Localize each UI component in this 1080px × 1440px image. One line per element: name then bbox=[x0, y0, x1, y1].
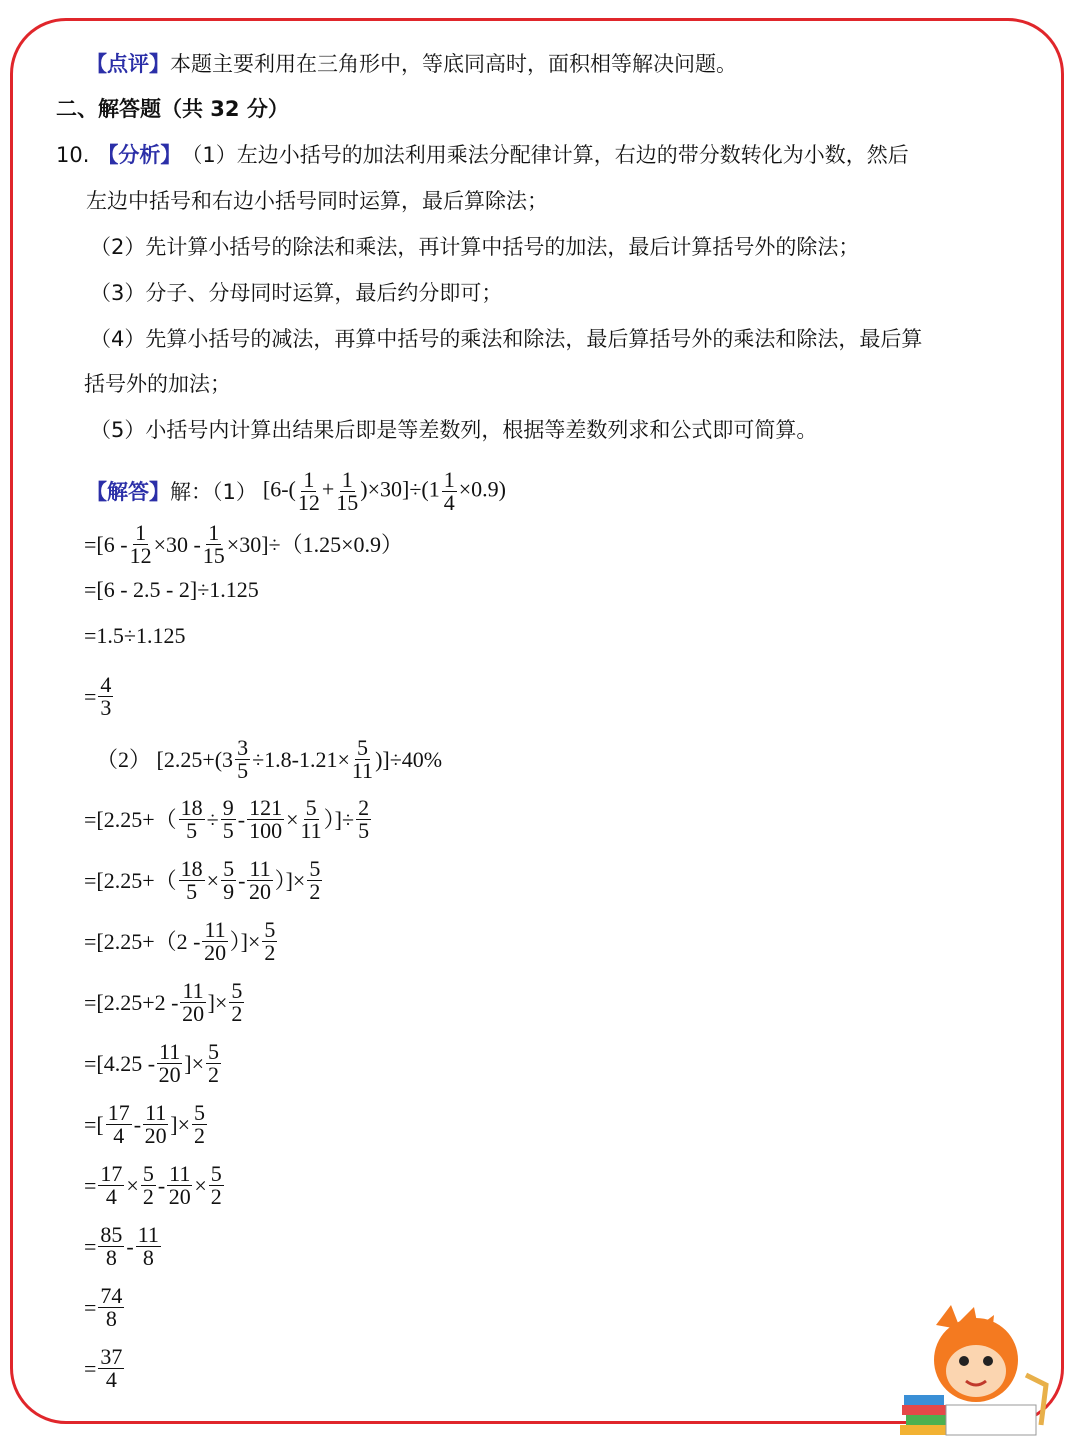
math-line bbox=[84, 621, 185, 651]
denominator: 100 bbox=[249, 818, 283, 843]
math-text: )×30]÷(1 bbox=[360, 476, 440, 502]
math-line bbox=[84, 797, 373, 842]
numerator: 37 bbox=[100, 1344, 123, 1369]
math-text: × bbox=[194, 1172, 207, 1198]
denominator: 2 bbox=[142, 1184, 154, 1209]
analysis-line-7: （5）小括号内计算出结果后即是等差数列，根据等差数列求和公式即可简算。 bbox=[90, 418, 818, 442]
denominator: 3 bbox=[100, 695, 112, 720]
denominator: 15 bbox=[202, 543, 225, 568]
math-text: ]× bbox=[184, 1050, 204, 1076]
fraction bbox=[136, 1224, 161, 1269]
fraction bbox=[307, 858, 322, 903]
denominator: 9 bbox=[223, 879, 235, 904]
numerator: 11 bbox=[169, 1161, 191, 1186]
numerator: 1 bbox=[341, 467, 353, 492]
denominator: 12 bbox=[297, 490, 320, 515]
numerator: 11 bbox=[182, 978, 204, 1003]
fraction bbox=[262, 919, 277, 964]
numerator: 17 bbox=[107, 1100, 130, 1125]
denominator: 2 bbox=[309, 879, 321, 904]
numerator: 1 bbox=[135, 520, 147, 545]
math-text: ×0.9) bbox=[458, 476, 506, 502]
numerator: 2 bbox=[358, 795, 370, 820]
numerator: 17 bbox=[100, 1161, 123, 1186]
numerator: 3 bbox=[237, 735, 249, 760]
math-text: + bbox=[321, 476, 335, 502]
math-text: =[2.25+（ bbox=[84, 806, 177, 832]
question-number: 10. bbox=[56, 143, 90, 167]
denominator: 2 bbox=[264, 940, 276, 965]
math-text: = bbox=[84, 1355, 97, 1381]
math-text: =[2.25+（ bbox=[84, 867, 177, 893]
denominator: 20 bbox=[158, 1062, 181, 1087]
math-line bbox=[84, 1224, 163, 1269]
math-text: × bbox=[206, 867, 220, 893]
numerator: 5 bbox=[309, 856, 321, 881]
math-text: ÷ bbox=[206, 806, 219, 832]
math-line bbox=[84, 1041, 223, 1086]
denominator: 5 bbox=[222, 818, 234, 843]
denominator: 5 bbox=[186, 818, 198, 843]
analysis-tag: 【分析】 bbox=[97, 143, 182, 167]
math-line bbox=[84, 674, 115, 719]
fraction bbox=[247, 797, 284, 842]
analysis-text: （1）左边小括号的加法利用乘法分配律计算，右边的带分数转化为小数，然后 bbox=[181, 143, 909, 167]
math-line bbox=[84, 1163, 226, 1208]
comment-text: 本题主要利用在三角形中，等底同高时，面积相等解决问题。 bbox=[170, 52, 737, 76]
math-text: = bbox=[84, 1172, 97, 1198]
math-text: ×30 - bbox=[153, 531, 201, 557]
section-heading: 二、解答题（共 32 分） bbox=[56, 97, 289, 121]
numerator: 1 bbox=[303, 467, 315, 492]
fraction bbox=[130, 522, 152, 567]
denominator: 5 bbox=[358, 818, 370, 843]
fraction bbox=[179, 797, 205, 842]
fraction bbox=[356, 797, 371, 842]
fraction bbox=[202, 919, 227, 964]
denominator: 4 bbox=[443, 490, 455, 515]
fraction bbox=[221, 858, 236, 903]
answer-tag: 【解答】 bbox=[86, 479, 170, 504]
fraction bbox=[179, 858, 205, 903]
fraction bbox=[209, 1163, 224, 1208]
denominator: 4 bbox=[105, 1184, 117, 1209]
fraction bbox=[336, 469, 358, 514]
numerator: 11 bbox=[145, 1100, 167, 1125]
fraction bbox=[98, 1163, 124, 1208]
numerator: 1 bbox=[208, 520, 220, 545]
page-border bbox=[10, 18, 1064, 1424]
numerator: 5 bbox=[142, 1161, 154, 1186]
numerator: 11 bbox=[204, 917, 226, 942]
denominator: 20 bbox=[182, 1001, 205, 1026]
math-line bbox=[263, 469, 506, 514]
analysis-line-5: （4）先算小括号的减法，再算中括号的乘法和除法，最后算括号外的乘法和除法，最后算 bbox=[90, 327, 923, 351]
analysis-line-4: （3）分子、分母同时运算，最后约分即可； bbox=[90, 281, 503, 305]
math-text: =[2.25+2 - bbox=[84, 989, 179, 1015]
denominator: 4 bbox=[105, 1367, 117, 1392]
numerator: 121 bbox=[249, 795, 283, 820]
denominator: 11 bbox=[300, 818, 322, 843]
math-text: - bbox=[157, 1172, 166, 1198]
math-text: [6-( bbox=[262, 476, 296, 502]
denominator: 5 bbox=[186, 879, 198, 904]
numerator: 85 bbox=[100, 1222, 123, 1247]
denominator: 8 bbox=[105, 1306, 117, 1331]
fraction bbox=[180, 980, 205, 1025]
fraction bbox=[98, 1346, 124, 1391]
denominator: 5 bbox=[237, 758, 249, 783]
fraction bbox=[98, 1224, 124, 1269]
math-text: =1.5÷1.125 bbox=[84, 623, 186, 648]
fraction bbox=[98, 674, 113, 719]
math-text: - bbox=[238, 867, 246, 893]
denominator: 4 bbox=[113, 1123, 125, 1148]
numerator: 5 bbox=[193, 1100, 205, 1125]
numerator: 5 bbox=[264, 917, 276, 942]
denominator: 11 bbox=[351, 758, 374, 783]
math-text: ）]× bbox=[274, 867, 306, 893]
numerator: 4 bbox=[100, 672, 112, 697]
fraction bbox=[141, 1163, 156, 1208]
math-line bbox=[84, 1102, 209, 1147]
numerator: 18 bbox=[180, 856, 203, 881]
answer-header bbox=[86, 469, 506, 514]
numerator: 11 bbox=[249, 856, 271, 881]
math-text: （2） [2.25+(3 bbox=[96, 746, 234, 772]
math-text: - bbox=[237, 806, 246, 832]
denominator: 8 bbox=[142, 1245, 154, 1270]
math-line bbox=[96, 737, 442, 782]
math-text: =[4.25 - bbox=[84, 1050, 156, 1076]
numerator: 5 bbox=[210, 1161, 222, 1186]
numerator: 9 bbox=[222, 795, 234, 820]
numerator: 1 bbox=[443, 467, 455, 492]
fraction bbox=[229, 980, 244, 1025]
fraction bbox=[157, 1041, 182, 1086]
fraction bbox=[221, 797, 236, 842]
math-text: =[6 - 2.5 - 2]÷1.125 bbox=[84, 577, 259, 602]
fraction bbox=[167, 1163, 192, 1208]
denominator: 2 bbox=[193, 1123, 205, 1148]
math-text: - bbox=[126, 1233, 134, 1259]
fraction bbox=[203, 522, 225, 567]
numerator: 5 bbox=[356, 735, 368, 760]
math-text: ）]× bbox=[229, 928, 261, 954]
math-line bbox=[84, 1346, 126, 1391]
math-text: =[6 - bbox=[84, 531, 128, 557]
comment-line bbox=[86, 49, 737, 79]
math-line bbox=[84, 858, 324, 903]
fraction bbox=[442, 469, 457, 514]
denominator: 20 bbox=[144, 1123, 167, 1148]
math-line bbox=[84, 522, 403, 567]
numerator: 11 bbox=[137, 1222, 159, 1247]
math-text: =[2.25+（2 - bbox=[84, 928, 201, 954]
numerator: 5 bbox=[223, 856, 235, 881]
math-text: = bbox=[84, 1294, 97, 1320]
denominator: 15 bbox=[336, 490, 359, 515]
math-text: - bbox=[133, 1111, 142, 1137]
analysis-line-1 bbox=[56, 140, 909, 170]
fraction bbox=[300, 797, 321, 842]
math-text: =[ bbox=[84, 1111, 104, 1137]
math-text: ×30]÷（1.25×0.9） bbox=[226, 531, 404, 557]
fraction bbox=[298, 469, 320, 514]
denominator: 2 bbox=[207, 1062, 219, 1087]
numerator: 74 bbox=[100, 1283, 123, 1308]
analysis-line-2: 左边中括号和右边小括号同时运算，最后算除法； bbox=[86, 189, 548, 213]
monkey-mascot-icon bbox=[896, 1305, 1066, 1440]
numerator: 18 bbox=[180, 795, 203, 820]
fraction bbox=[143, 1102, 168, 1147]
analysis-line-6: 括号外的加法； bbox=[84, 372, 231, 396]
fraction bbox=[106, 1102, 132, 1147]
math-text: × bbox=[286, 806, 299, 832]
denominator: 12 bbox=[129, 543, 152, 568]
numerator: 11 bbox=[159, 1039, 181, 1064]
denominator: 20 bbox=[249, 879, 271, 904]
math-text: = bbox=[84, 1233, 97, 1259]
math-text: ÷1.8-1.21× bbox=[252, 746, 350, 772]
denominator: 20 bbox=[168, 1184, 191, 1209]
math-line bbox=[84, 575, 259, 605]
fraction bbox=[206, 1041, 221, 1086]
fraction bbox=[235, 737, 250, 782]
math-text: ]× bbox=[207, 989, 228, 1015]
fraction bbox=[247, 858, 272, 903]
analysis-line-3: （2）先计算小括号的除法和乘法，再计算中括号的加法，最后计算括号外的除法； bbox=[90, 235, 860, 259]
answer-prefix: 解：（1） bbox=[170, 479, 257, 504]
comment-tag: 【点评】 bbox=[86, 52, 170, 76]
denominator: 2 bbox=[210, 1184, 222, 1209]
denominator: 8 bbox=[105, 1245, 117, 1270]
math-line bbox=[84, 1285, 126, 1330]
fraction bbox=[192, 1102, 207, 1147]
fraction bbox=[352, 737, 373, 782]
denominator: 20 bbox=[204, 940, 227, 965]
fraction bbox=[98, 1285, 124, 1330]
math-text: ]× bbox=[170, 1111, 190, 1137]
math-text: )]÷40% bbox=[375, 746, 443, 772]
math-text: × bbox=[126, 1172, 139, 1198]
numerator: 5 bbox=[305, 795, 317, 820]
denominator: 2 bbox=[231, 1001, 243, 1026]
math-line bbox=[84, 919, 279, 964]
numerator: 5 bbox=[207, 1039, 219, 1064]
numerator: 5 bbox=[231, 978, 243, 1003]
math-text: ）]÷ bbox=[323, 806, 355, 832]
math-text: = bbox=[84, 683, 97, 709]
math-line bbox=[84, 980, 246, 1025]
